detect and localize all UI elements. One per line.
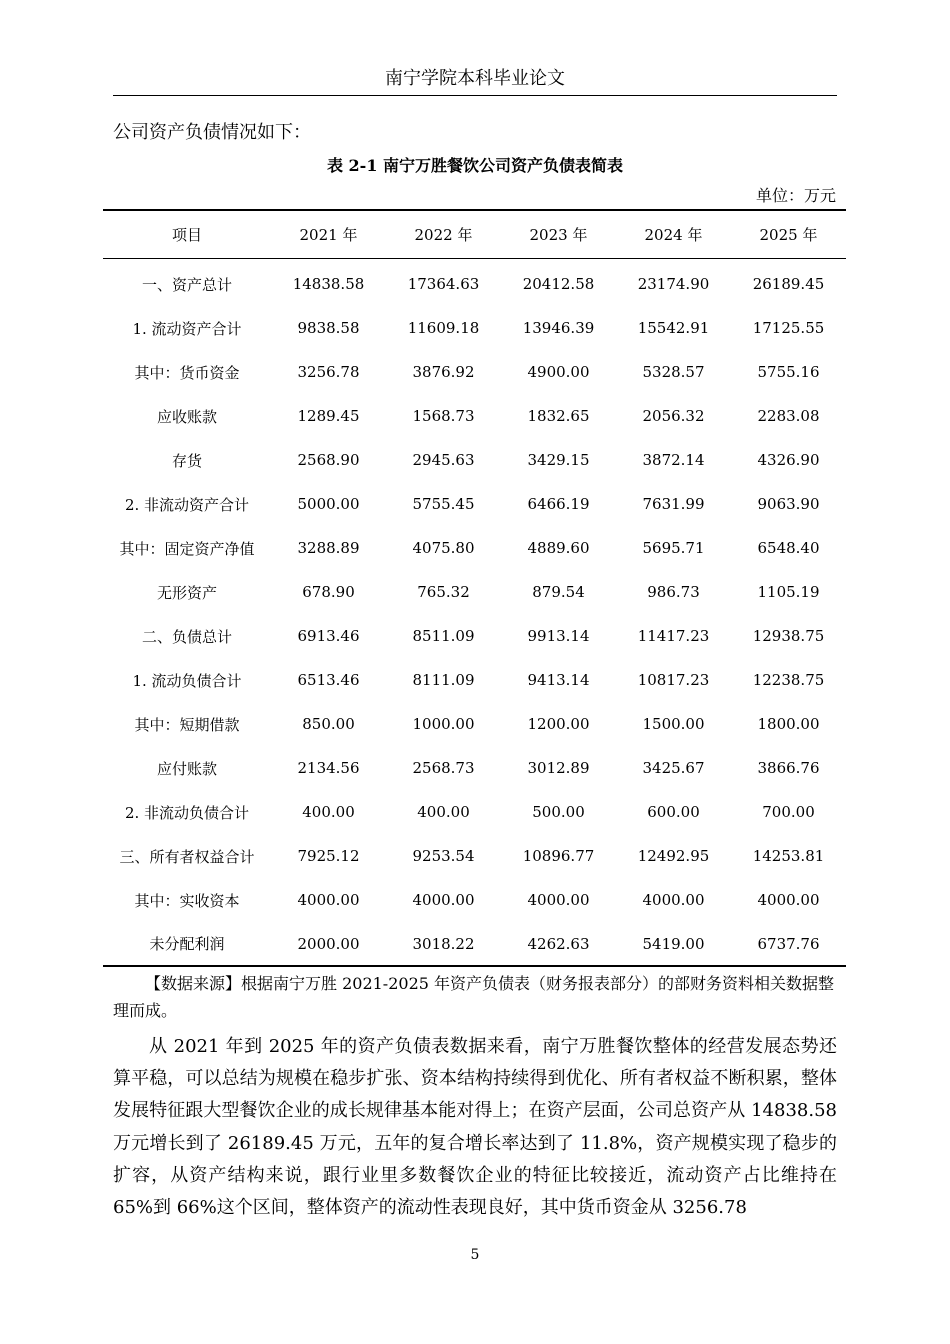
table-cell: 14838.58 [292, 275, 365, 294]
table-cell: 10817.23 [637, 671, 710, 689]
table-cell: 13946.39 [522, 319, 595, 337]
table-cell: 3872.14 [642, 451, 705, 469]
row-label: 二、负债总计 [141, 627, 232, 646]
table-cell: 5755.16 [757, 363, 820, 381]
table-cell: 23174.90 [637, 275, 710, 294]
table-cell: 5000.00 [297, 495, 360, 513]
column-header: 2022 年 [386, 210, 501, 258]
table-row [103, 438, 846, 482]
table-cell: 1105.19 [757, 583, 820, 601]
column-header: 2025 年 [731, 210, 846, 258]
row-label: 三、所有者权益合计 [119, 847, 255, 866]
table-cell: 4075.80 [412, 539, 475, 557]
table-cell: 765.32 [417, 583, 470, 601]
row-label: 其中：固定资产净值 [119, 539, 255, 558]
table-cell: 1568.73 [412, 407, 475, 425]
table-row [103, 702, 846, 746]
table-cell: 4900.00 [527, 363, 590, 381]
row-label: 1. 流动负债合计 [132, 671, 242, 690]
table-cell: 1832.65 [527, 407, 590, 425]
page-header: 南宁学院本科毕业论文 [113, 62, 837, 96]
table-caption: 表 2-1 南宁万胜餐饮公司资产负债表简表 [326, 156, 624, 175]
table-cell: 17364.63 [407, 275, 480, 294]
table-cell: 4000.00 [642, 891, 705, 909]
row-label: 其中：短期借款 [134, 715, 240, 734]
table-cell: 3256.78 [297, 363, 360, 381]
table-row [103, 746, 846, 790]
row-label: 未分配利润 [103, 922, 271, 966]
table-row [103, 306, 846, 350]
table-row [103, 614, 846, 658]
table-cell: 4000.00 [757, 891, 820, 909]
table-cell: 600.00 [647, 803, 700, 821]
table-cell: 700.00 [762, 803, 815, 821]
table-cell: 2945.63 [412, 451, 475, 469]
row-label: 无形资产 [156, 583, 217, 602]
table-cell: 11417.23 [637, 627, 710, 645]
table-cell: 26189.45 [752, 275, 825, 294]
row-label: 应付账款 [156, 759, 217, 778]
table-cell: 4326.90 [757, 451, 820, 469]
table-cell: 4000.00 [412, 891, 475, 909]
table-cell: 6466.19 [527, 495, 590, 513]
table-cell: 2134.56 [297, 759, 360, 777]
table-cell: 4000.00 [527, 891, 590, 909]
table-cell: 678.90 [302, 583, 355, 601]
intro-text: 公司资产负债情况如下： [113, 122, 311, 143]
row-label: 1. 流动资产合计 [132, 319, 242, 338]
table-cell: 2000.00 [271, 922, 386, 966]
table-cell: 1500.00 [642, 715, 705, 733]
column-header: 2024 年 [616, 210, 731, 258]
table-cell: 6513.46 [297, 671, 360, 689]
table-row [103, 570, 846, 614]
table-body [103, 258, 846, 966]
table-cell: 12238.75 [752, 671, 825, 689]
table-row [103, 258, 846, 306]
table-unit: 单位：万元 [755, 186, 836, 205]
table-cell: 5419.00 [616, 922, 731, 966]
table-cell: 5695.71 [642, 539, 705, 557]
row-label: 存货 [171, 451, 202, 470]
table-cell: 4000.00 [297, 891, 360, 909]
column-header: 项目 [103, 210, 271, 258]
column-header: 2021 年 [271, 210, 386, 258]
table-row [103, 526, 846, 570]
column-header: 2023 年 [501, 210, 616, 258]
table-cell: 3018.22 [386, 922, 501, 966]
table-cell: 6548.40 [757, 539, 820, 557]
table-cell: 400.00 [417, 803, 470, 821]
row-label: 2. 非流动资产合计 [124, 495, 250, 514]
table-cell: 2568.73 [412, 759, 475, 777]
row-label: 一、资产总计 [141, 275, 232, 294]
row-label: 应收账款 [156, 407, 217, 426]
table-cell: 5755.45 [412, 495, 475, 513]
table-cell: 3866.76 [757, 759, 820, 777]
table-cell: 500.00 [532, 803, 585, 821]
table-cell: 986.73 [647, 583, 700, 601]
table-cell: 4889.60 [527, 539, 590, 557]
table-cell: 20412.58 [522, 275, 595, 294]
table-cell: 12492.95 [637, 847, 710, 865]
table-cell: 2056.32 [642, 407, 705, 425]
table-cell: 14253.81 [752, 847, 825, 865]
table-cell: 9253.54 [412, 847, 475, 865]
table-cell: 15542.91 [637, 319, 710, 337]
table-cell: 400.00 [302, 803, 355, 821]
table-cell: 3288.89 [297, 539, 360, 557]
page-number: 5 [470, 1247, 480, 1263]
table-row [103, 394, 846, 438]
table-cell: 1289.45 [297, 407, 360, 425]
table-cell: 8111.09 [412, 671, 475, 689]
body-paragraph: 从 2021 年到 2025 年的资产负债表数据来看，南宁万胜餐饮整体的经营发展态势还算平稳，可以总结为规模在稳步扩张、资本结构持续得到优化、所有者权益不断积累，整体发展特征跟大型餐饮企业的成长规律基本能对得上；在资产层面，公司总资产从 14838.58 万元增长到了 26189.45 万元，五年的复合增长率达到了 11.8%，资产规模实现了稳步的扩容，从资产结构来说，跟行业里多数餐饮企业的特征比较接近，流动资产占比维持在 65%到 66%这个区间，整体资产的流动性表现良好，其中货币资金从 3256.78 [113, 1036, 837, 1219]
table-cell: 2283.08 [757, 407, 820, 425]
table-cell: 2568.90 [297, 451, 360, 469]
table-cell: 6913.46 [297, 627, 360, 645]
table-cell: 9063.90 [757, 495, 820, 513]
table-cell: 1200.00 [527, 715, 590, 733]
table-cell: 9413.14 [527, 671, 590, 689]
row-label: 2. 非流动负债合计 [124, 803, 250, 822]
table-row [103, 350, 846, 394]
table-cell: 7925.12 [297, 847, 360, 865]
table-cell: 4262.63 [501, 922, 616, 966]
table-cell: 17125.55 [752, 319, 825, 337]
table-row [103, 482, 846, 526]
balance-sheet-table [103, 209, 846, 967]
table-cell: 6737.76 [731, 922, 846, 966]
table-cell: 850.00 [302, 715, 355, 733]
table-cell: 9838.58 [297, 319, 360, 337]
table-cell: 5328.57 [642, 363, 705, 381]
table-cell: 3876.92 [412, 363, 475, 381]
table-row [103, 658, 846, 702]
data-source-note: 【数据来源】根据南宁万胜 2021-2025 年资产负债表（财务报表部分）的部财务资料相关数据整理而成。 [113, 974, 835, 1020]
table-cell: 3425.67 [642, 759, 705, 777]
table-cell: 1000.00 [412, 715, 475, 733]
table-cell: 3429.15 [527, 451, 590, 469]
table-cell: 8511.09 [412, 627, 475, 645]
table-header-row [103, 210, 846, 258]
table-row [103, 834, 846, 878]
row-label: 其中：货币资金 [134, 363, 240, 382]
row-label: 其中：实收资本 [134, 891, 240, 910]
table-cell: 879.54 [532, 583, 585, 601]
table-row [103, 790, 846, 834]
table-cell: 10896.77 [522, 847, 595, 865]
table-cell: 12938.75 [752, 627, 825, 645]
table-row [103, 878, 846, 922]
table-cell: 11609.18 [407, 319, 480, 337]
table-cell: 9913.14 [527, 627, 590, 645]
table-cell: 7631.99 [642, 495, 705, 513]
table-cell: 1800.00 [757, 715, 820, 733]
table-cell: 3012.89 [527, 759, 590, 777]
table-row [103, 922, 846, 966]
